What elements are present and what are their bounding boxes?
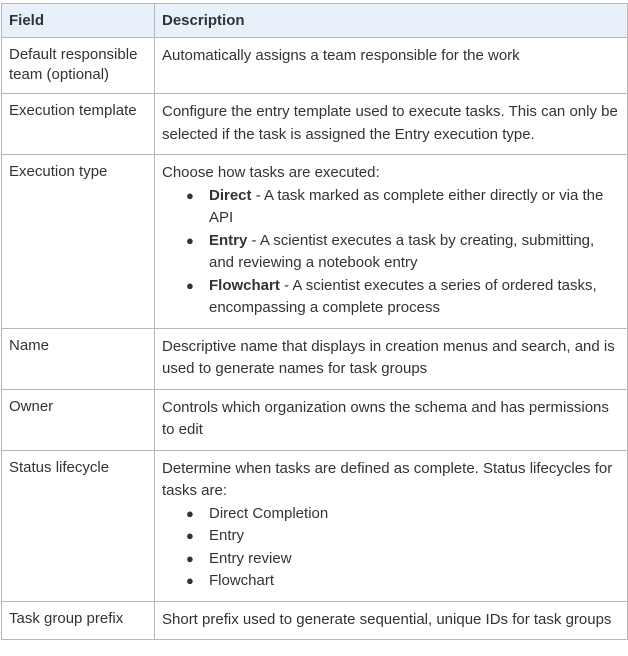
table-row [2,94,628,155]
field-cell: Name [2,328,155,389]
bullet-icon: ● [186,187,194,203]
list-item [186,230,620,275]
list-item-text: Flowchart [209,572,275,589]
field-cell: Execution type [2,155,155,329]
list-item [186,548,620,571]
table-row [2,450,628,601]
list-item-text: - A scientist executes a task by creating, submitting, and reviewing a notebook entry [209,231,595,271]
field-cell: Default responsible team (optional) [2,38,155,94]
column-header-description: Description [155,4,628,38]
list-item-text: Entry [209,527,245,544]
list-item [186,525,620,548]
description-cell: Automatically assigns a team responsible for the work [155,38,628,94]
list-item-term: Flowchart [209,276,280,294]
field-cell: Execution template [2,94,155,155]
status-lifecycle-list [162,503,620,593]
description-cell: Configure the entry template used to execute tasks. This can only be selected if the task is assigned the Entry execution type. [155,94,628,155]
bullet-icon: ● [186,573,194,588]
field-cell: Status lifecycle [2,450,155,601]
table-header-row [2,4,628,38]
table-row [2,328,628,389]
description-cell: Controls which organization owns the schema and has permissions to edit [155,389,628,450]
list-item-term: Direct [209,186,252,204]
list-item-text: Entry review [209,549,292,567]
schema-fields-table [1,3,628,640]
list-item [186,503,620,526]
bullet-icon: ● [186,528,194,543]
list-item-text: - A task marked as complete either directly or via the API [209,186,604,226]
description-cell [155,155,628,329]
field-cell: Task group prefix [2,601,155,640]
table-row [2,389,628,450]
list-item [186,275,620,320]
table-row [2,38,628,94]
description-cell: Short prefix used to generate sequential, unique IDs for task groups [155,601,628,640]
table-row [2,601,628,640]
bullet-icon: ● [186,505,194,521]
list-item-text: - A scientist executes a series of ordered tasks, encompassing a complete process [209,276,597,316]
list-item-text: Direct Completion [209,504,329,522]
list-item-term: Entry [209,231,248,249]
list-item [186,570,620,593]
field-cell: Owner [2,389,155,450]
bullet-icon: ● [186,550,194,566]
execution-type-list [162,185,620,320]
description-intro: Determine when tasks are defined as complete. Status lifecycles for tasks are: [162,459,613,499]
bullet-icon: ● [186,232,194,248]
bullet-icon: ● [186,277,194,293]
description-cell: Descriptive name that displays in creation menus and search, and is used to generate names for task groups [155,328,628,389]
description-intro: Choose how tasks are executed: [162,164,380,181]
description-cell [155,450,628,601]
column-header-field: Field [2,4,155,38]
table-row [2,155,628,329]
list-item [186,185,620,230]
